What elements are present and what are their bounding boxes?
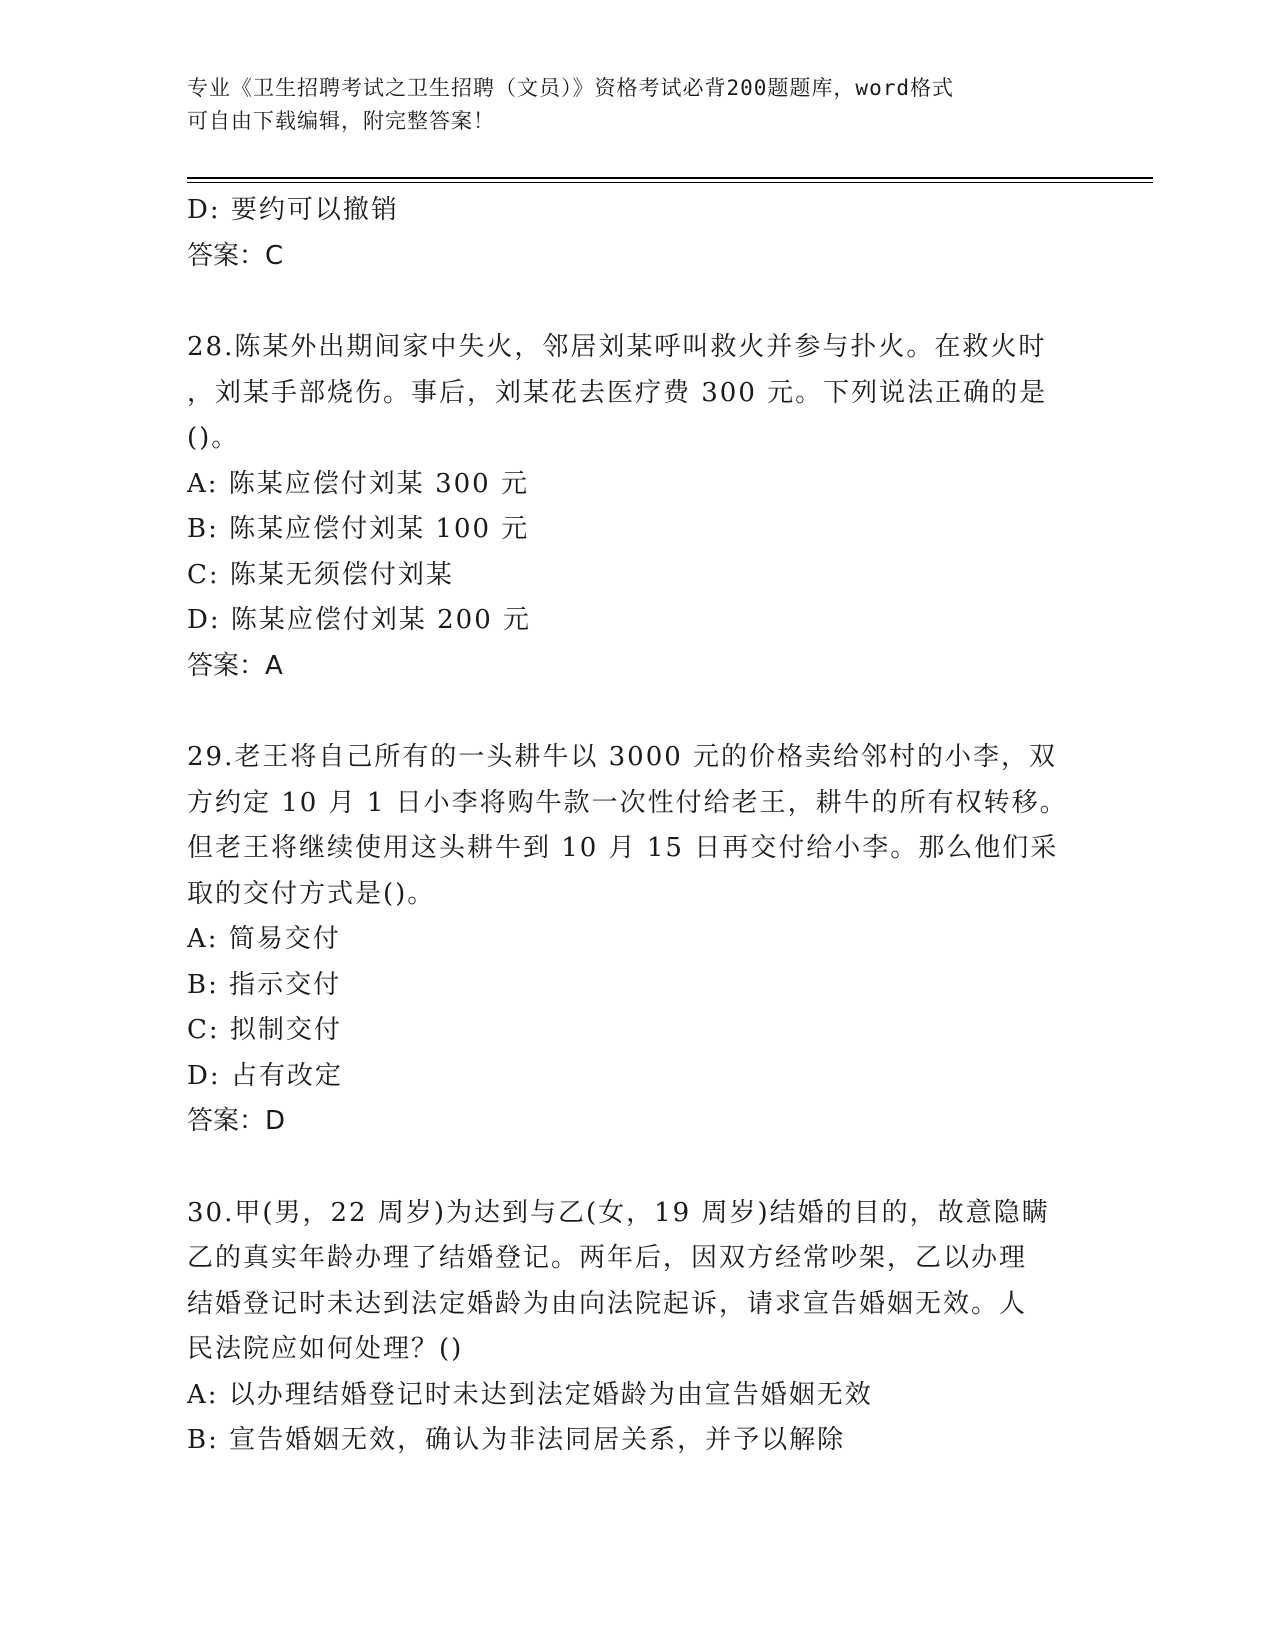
question-29-option-c: C: 拟制交付 [187, 1015, 342, 1045]
question-28-option-b: B: 陈某应偿付刘某 100 元 [187, 514, 530, 544]
prev-answer: 答案：C [187, 240, 284, 271]
question-30 [187, 1191, 1087, 1464]
question-30-option-a: A: 以办理结婚登记时未达到法定婚龄为由宣告婚姻无效 [187, 1379, 873, 1410]
question-28-text-line-1: 28.陈某外出期间家中失火，邻居刘某呼叫救火并参与扑火。在救火时 [187, 332, 1047, 362]
question-30-option-b: B: 宣告婚姻无效，确认为非法同居关系，并予以解除 [187, 1425, 846, 1455]
question-29-text-line-3: 但老王将继续使用这头耕牛到 10 月 15 日再交付给小李。那么他们采 [187, 833, 1059, 863]
question-28-answer: 答案：A [187, 650, 283, 681]
question-29 [187, 735, 1087, 1145]
question-29-answer: 答案：D [187, 1106, 286, 1136]
question-28-option-d: D: 陈某应偿付刘某 200 元 [187, 605, 532, 635]
header-title-line-1: 专业《卫生招聘考试之卫生招聘（文员）》资格考试必背200题题库，word格式 [187, 76, 954, 100]
question-29-text-line-4: 取的交付方式是()。 [187, 878, 436, 909]
question-29-text-line-1: 29.老王将自己所有的一头耕牛以 3000 元的价格卖给邻村的小李，双 [187, 742, 1058, 772]
question-28-option-c: C: 陈某无须偿付刘某 [187, 559, 454, 590]
question-29-option-d: D: 占有改定 [187, 1060, 343, 1091]
spacer [187, 689, 1087, 735]
header-divider-thin [187, 182, 1153, 183]
header-divider-thick [187, 177, 1153, 179]
question-28 [187, 325, 1087, 689]
question-30-text-line-4: 民法院应如何处理？() [187, 1334, 464, 1364]
question-29-option-b: B: 指示交付 [187, 969, 342, 1000]
spacer [187, 1145, 1087, 1191]
question-29-option-a: A: 简易交付 [187, 924, 341, 954]
question-30-text-line-2: 乙的真实年龄办理了结婚登记。两年后，因双方经常吵架，乙以办理 [187, 1243, 1028, 1273]
question-28-option-a: A: 陈某应偿付刘某 300 元 [187, 468, 529, 499]
spacer [187, 279, 1087, 325]
page-header [187, 72, 1087, 138]
question-content [187, 188, 1087, 1464]
question-30-text-line-3: 结婚登记时未达到法定婚龄为由向法院起诉，请求宣告婚姻无效。人 [187, 1288, 1028, 1319]
question-28-text-line-3: ()。 [187, 423, 240, 453]
question-29-text-line-2: 方约定 10 月 1 日小李将购牛款一次性付给老王，耕牛的所有权转移。 [187, 787, 1068, 818]
header-title-line-2: 可自由下载编辑，附完整答案！ [187, 109, 495, 133]
question-28-text-line-2: ，刘某手部烧伤。事后，刘某花去医疗费 300 元。下列说法正确的是 [187, 377, 1048, 408]
question-30-text-line-1: 30.甲(男，22 周岁)为达到与乙(女，19 周岁)结婚的目的，故意隐瞒 [187, 1197, 1050, 1228]
prev-option-d: D: 要约可以撤销 [187, 195, 399, 225]
